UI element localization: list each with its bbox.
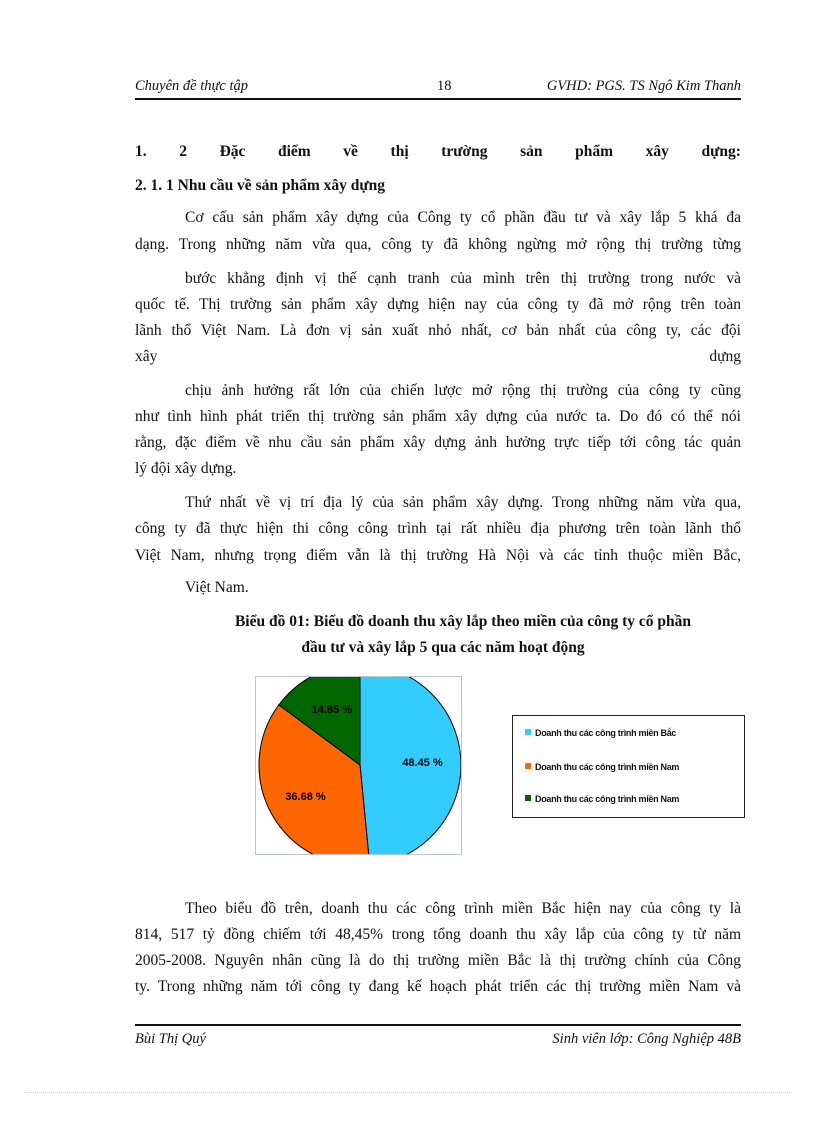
legend-item	[525, 728, 676, 742]
pie-chart	[256, 677, 461, 854]
paragraph-line: quốc tế. Thị trường sản phẩm xây dựng hiện nay của công ty đã mở rộng trên toàn	[135, 296, 741, 313]
paragraph-line: lãnh thổ Việt Nam. Là đơn vị sản xuất nhỏ nhất, cơ bản nhất của công ty, các đội	[135, 322, 741, 339]
paragraph-line: Việt Nam, nhưng trọng điểm vẫn là thị trường Hà Nội và các tỉnh thuộc miền Bắc,	[135, 547, 741, 564]
heading-word: 2	[179, 143, 187, 160]
heading-word: sản	[520, 143, 543, 160]
heading-word: điểm	[277, 143, 311, 160]
heading-word: về	[343, 143, 358, 160]
legend-swatch	[525, 763, 531, 769]
header-supervisor: GVHD: PGS. TS Ngô Kim Thanh	[546, 78, 741, 94]
chart-caption: Biểu đồ 01: Biểu đồ doanh thu xây lắp theo miền của công ty cổ phần	[234, 613, 692, 630]
chart-plot-area	[255, 676, 462, 855]
legend-item	[525, 762, 679, 776]
header-rule	[135, 98, 741, 100]
heading-word: xây	[645, 143, 669, 160]
footer-rule	[135, 1024, 741, 1026]
heading-word: 1.	[135, 143, 147, 160]
legend-label: Doanh thu các công trình miền Nam	[535, 762, 680, 772]
paragraph-line: 2005-2008. Nguyên nhân cũng là do thị trường miền Bắc là thị trường chính của Công	[135, 952, 741, 969]
legend-swatch	[525, 729, 531, 735]
paragraph-line	[135, 346, 741, 368]
paragraph-line: chịu ảnh hưởng rất lớn của chiến lược mở rộng thị trường của công ty cũng	[185, 382, 741, 399]
paragraph-line: như tình hình phát triển thị trường sản phẩm xây dựng của nước ta. Do đó có thể nói	[135, 408, 741, 425]
heading-word: dựng:	[701, 143, 741, 160]
footer-author: Bùi Thị Quý	[135, 1031, 206, 1047]
paragraph-line: 814, 517 tỷ đồng chiếm tới 48,45% trong tổng doanh thu xây lắp của công ty từ năm	[135, 926, 741, 943]
legend-swatch	[525, 795, 531, 801]
paragraph-line: Cơ cấu sản phẩm xây dựng của Công ty cổ phần đầu tư và xây lắp 5 khá đa	[185, 209, 741, 226]
paragraph-word: xây	[135, 348, 158, 365]
footer-class: Sinh viên lớp: Công Nghiệp 48B	[552, 1031, 741, 1047]
paragraph-line: Việt Nam.	[185, 579, 249, 596]
page-number: 18	[437, 78, 452, 94]
paragraph-line: dạng. Trong những năm vừa qua, công ty đã không ngừng mở rộng thị trường từng	[135, 236, 741, 253]
paragraph-line: Theo biểu đồ trên, doanh thu các công trình miền Bắc hiện nay của công ty là	[185, 900, 741, 917]
paragraph-word: dựng	[709, 348, 741, 365]
paragraph-line: Thứ nhất về vị trí địa lý của sản phẩm xây dựng. Trong những năm vừa qua,	[185, 494, 741, 511]
paragraph-line: công ty đã thực hiện thi công công trình tại rất nhiều địa phương trên toàn lãnh thổ	[135, 520, 741, 537]
pie-data-label: 14.85 %	[311, 704, 353, 717]
chart-caption: đầu tư và xây lắp 5 qua các năm hoạt động	[301, 639, 585, 656]
page-footer	[135, 1031, 741, 1051]
heading-word: thị	[390, 143, 409, 160]
legend-item	[525, 794, 679, 808]
heading-word: Đặc	[219, 143, 246, 160]
heading-word: phẩm	[575, 143, 614, 160]
paragraph-line: lý đội xây dựng.	[135, 460, 237, 477]
section-heading	[135, 141, 741, 163]
pie-data-label: 48.45 %	[402, 756, 443, 769]
page-edge-dots	[24, 1092, 792, 1093]
legend-label: Doanh thu các công trình miền Bắc	[535, 728, 677, 738]
subsection-heading: 2. 1. 1 Nhu cầu về sản phẩm xây dựng	[135, 177, 386, 194]
page-header	[135, 78, 741, 98]
paragraph-line: rằng, đặc điểm về nhu cầu sản phẩm xây dựng ảnh hưởng trực tiếp tới công tác quản	[135, 434, 741, 451]
paragraph-line: ty. Trong những năm tới công ty đang kế hoạch phát triển các thị trường miền Nam và	[135, 978, 741, 995]
chart-legend	[512, 715, 745, 818]
heading-word: trường	[441, 143, 488, 160]
paragraph-line: bước khẳng định vị thế cạnh tranh của mình trên thị trường trong nước và	[185, 270, 741, 287]
legend-label: Doanh thu các công trình miền Nam	[535, 794, 680, 804]
pie-data-label: 36.68 %	[285, 790, 326, 803]
header-subject: Chuyên đề thực tập	[135, 78, 249, 94]
